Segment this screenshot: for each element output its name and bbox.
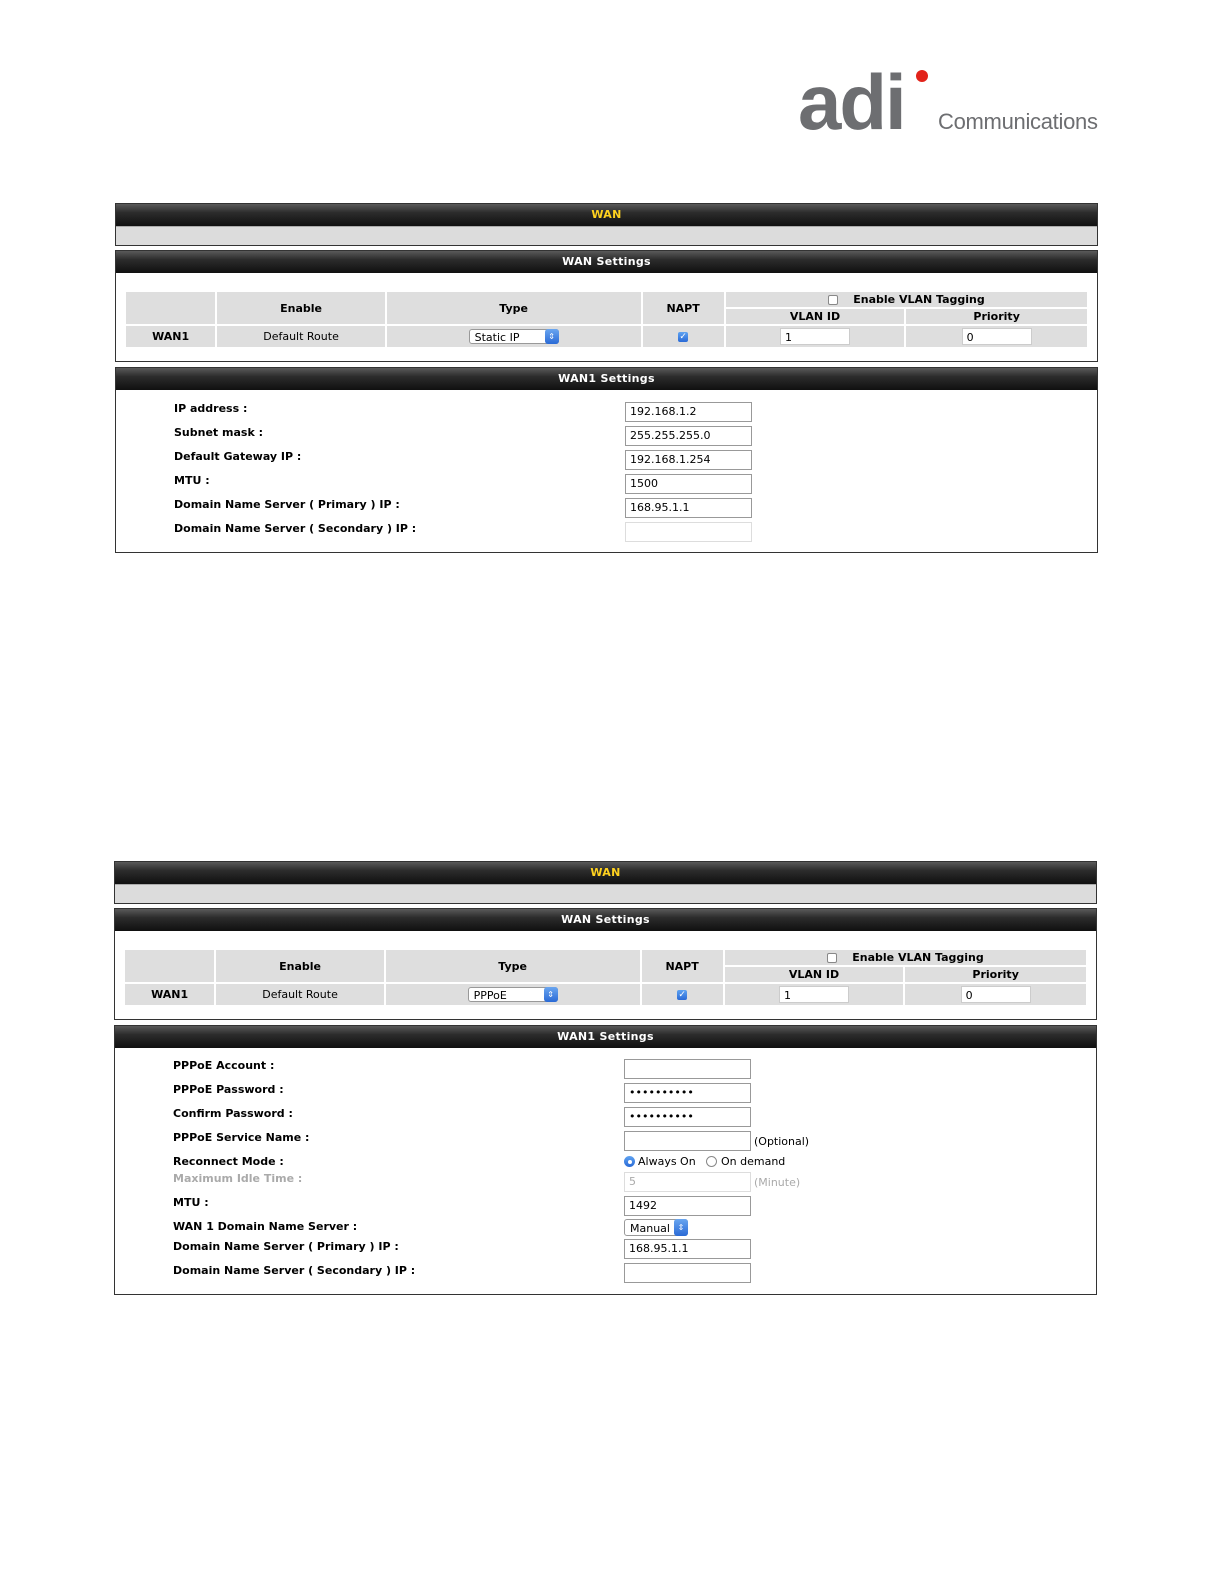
max-idle-note: (Minute) [754, 1176, 801, 1189]
col-priority: Priority [906, 309, 1087, 324]
napt-cell [643, 326, 724, 347]
col-vlan-id: VLAN ID [726, 309, 905, 324]
on-demand-radio[interactable] [706, 1156, 717, 1167]
vlan-id-input[interactable]: 1 [780, 328, 850, 345]
col-enable: Enable [217, 292, 384, 324]
up-down-arrows-icon: ⇕ [545, 329, 559, 344]
logo-red-dot [916, 70, 928, 82]
vlan-tagging-label: Enable VLAN Tagging [852, 951, 984, 964]
confirm-password-label: Confirm Password : [173, 1107, 293, 1120]
logo-subtitle: Communications [938, 109, 1098, 134]
dns-secondary-label: Domain Name Server ( Secondary ) IP : [173, 1264, 416, 1277]
type-cell [386, 984, 640, 1005]
corner-cell [126, 292, 215, 324]
priority-cell [905, 984, 1086, 1005]
reconnect-mode-label: Reconnect Mode : [173, 1155, 284, 1168]
vlan-id-cell [725, 984, 904, 1005]
wan1-settings-panel-2 [114, 1025, 1097, 1295]
pppoe-account-input[interactable] [624, 1059, 751, 1079]
dns-secondary-label: Domain Name Server ( Secondary ) IP : [174, 522, 417, 535]
company-logo [798, 58, 1098, 146]
dns-primary-input[interactable]: 168.95.1.1 [624, 1239, 751, 1259]
vlan-tagging-label: Enable VLAN Tagging [853, 293, 985, 306]
up-down-arrows-icon: ⇕ [544, 987, 558, 1002]
table-row [125, 984, 1086, 1005]
wan-settings-title-2: WAN Settings [115, 909, 1096, 931]
dns-primary-input[interactable]: 168.95.1.1 [625, 498, 752, 518]
col-napt: NAPT [643, 292, 724, 324]
gateway-label: Default Gateway IP : [174, 450, 302, 463]
service-name-label: PPPoE Service Name : [173, 1131, 310, 1144]
mtu-label: MTU : [173, 1196, 209, 1209]
pppoe-account-label: PPPoE Account : [173, 1059, 275, 1072]
wan-settings-table [124, 290, 1089, 349]
vlan-id-input[interactable]: 1 [779, 986, 849, 1003]
vlan-tagging-cell [725, 950, 1086, 965]
up-down-arrows-icon: ⇕ [674, 1219, 688, 1236]
dns-primary-label: Domain Name Server ( Primary ) IP : [174, 498, 400, 511]
dns-secondary-input[interactable] [625, 522, 752, 542]
vlan-id-cell [726, 326, 905, 347]
dns-mode-select[interactable]: Manual ⇕ [624, 1219, 688, 1236]
row-label: WAN1 [125, 984, 214, 1005]
wan-strip [116, 226, 1097, 245]
wan-settings-table-2 [123, 948, 1088, 1007]
wan-settings-panel [115, 250, 1098, 362]
confirm-password-input[interactable]: •••••••••• [624, 1107, 751, 1127]
service-name-input[interactable] [624, 1131, 751, 1151]
wan-title: WAN [116, 204, 1097, 226]
col-vlan-id: VLAN ID [725, 967, 904, 982]
pppoe-password-label: PPPoE Password : [173, 1083, 284, 1096]
vlan-tagging-checkbox[interactable] [828, 295, 838, 305]
max-idle-label: Maximum Idle Time : [173, 1172, 303, 1185]
mtu-input[interactable]: 1492 [624, 1196, 751, 1216]
priority-input[interactable]: 0 [961, 986, 1031, 1003]
wan-panel [115, 203, 1098, 246]
pppoe-password-input[interactable]: •••••••••• [624, 1083, 751, 1103]
ip-address-label: IP address : [174, 402, 248, 415]
gateway-input[interactable]: 192.168.1.254 [625, 450, 752, 470]
priority-input[interactable]: 0 [962, 328, 1032, 345]
vlan-tagging-cell [726, 292, 1087, 307]
wan-settings-title: WAN Settings [116, 251, 1097, 273]
napt-checkbox[interactable]: ✓ [678, 990, 686, 1000]
type-select[interactable]: Static IP ⇕ [469, 329, 559, 344]
table-row [126, 326, 1087, 347]
col-napt: NAPT [642, 950, 723, 982]
always-on-label: Always On [638, 1155, 696, 1168]
col-priority: Priority [905, 967, 1086, 982]
col-enable: Enable [216, 950, 383, 982]
enable-value: Default Route [217, 326, 384, 347]
on-demand-label: On demand [721, 1155, 786, 1168]
row-label: WAN1 [126, 326, 215, 347]
dns-secondary-input[interactable] [624, 1263, 751, 1283]
wan-strip-2 [115, 884, 1096, 903]
dns-primary-label: Domain Name Server ( Primary ) IP : [173, 1240, 399, 1253]
logo-brand: adi [798, 58, 905, 146]
col-type: Type [386, 950, 640, 982]
mtu-label: MTU : [174, 474, 210, 487]
wan-settings-panel-2 [114, 908, 1097, 1020]
enable-value: Default Route [216, 984, 383, 1005]
napt-checkbox[interactable]: ✓ [679, 332, 687, 342]
ip-address-input[interactable]: 192.168.1.2 [625, 402, 752, 422]
wan1-settings-panel [115, 367, 1098, 553]
type-cell [387, 326, 641, 347]
dns-mode-label: WAN 1 Domain Name Server : [173, 1220, 358, 1233]
napt-cell [642, 984, 723, 1005]
wan1-settings-title: WAN1 Settings [116, 368, 1097, 390]
subnet-mask-input[interactable]: 255.255.255.0 [625, 426, 752, 446]
wan-panel-2 [114, 861, 1097, 904]
always-on-radio[interactable] [624, 1156, 635, 1167]
vlan-tagging-checkbox[interactable] [827, 953, 837, 963]
wan-title-2: WAN [115, 862, 1096, 884]
mtu-input[interactable]: 1500 [625, 474, 752, 494]
subnet-mask-label: Subnet mask : [174, 426, 263, 439]
wan1-settings-title-2: WAN1 Settings [115, 1026, 1096, 1048]
type-select[interactable]: PPPoE ⇕ [468, 987, 558, 1002]
service-name-note: (Optional) [754, 1135, 810, 1148]
priority-cell [906, 326, 1087, 347]
corner-cell [125, 950, 214, 982]
col-type: Type [387, 292, 641, 324]
max-idle-input[interactable]: 5 [624, 1172, 751, 1192]
